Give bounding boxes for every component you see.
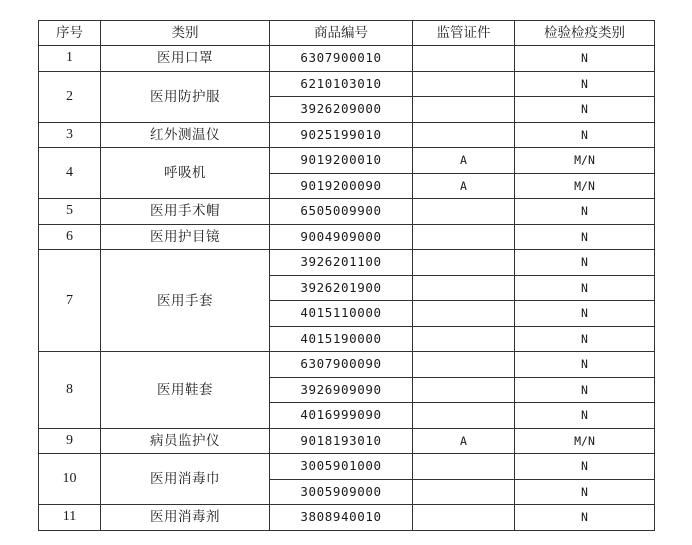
table-row [39, 46, 655, 72]
cert-cell [413, 224, 515, 250]
table-header [39, 21, 655, 46]
table-row [39, 122, 655, 148]
cert-cell [413, 301, 515, 327]
seq-cell: 7 [39, 250, 101, 352]
category-cell: 病员监护仪 [101, 428, 270, 454]
table-row [39, 199, 655, 225]
inspection-cell: N [515, 250, 655, 276]
header-row [39, 21, 655, 46]
code-cell: 3005901000 [270, 454, 413, 480]
code-cell: 4015110000 [270, 301, 413, 327]
inspection-cell: N [515, 97, 655, 123]
code-cell: 9025199010 [270, 122, 413, 148]
category-cell: 医用鞋套 [101, 352, 270, 429]
cert-cell [413, 352, 515, 378]
cert-cell [413, 122, 515, 148]
cert-cell [413, 326, 515, 352]
table-row [39, 148, 655, 174]
header-inspection: 检验检疫类别 [515, 21, 655, 46]
inspection-cell: N [515, 224, 655, 250]
cert-cell [413, 46, 515, 72]
cert-cell [413, 505, 515, 531]
category-cell: 医用手术帽 [101, 199, 270, 225]
inspection-cell: N [515, 454, 655, 480]
table-row [39, 71, 655, 97]
header-category: 类别 [101, 21, 270, 46]
goods-table-container [38, 20, 654, 531]
code-cell: 9018193010 [270, 428, 413, 454]
code-cell: 3926201900 [270, 275, 413, 301]
seq-cell: 4 [39, 148, 101, 199]
category-cell: 医用消毒剂 [101, 505, 270, 531]
seq-cell: 11 [39, 505, 101, 531]
category-cell: 红外测温仪 [101, 122, 270, 148]
code-cell: 3926909090 [270, 377, 413, 403]
inspection-cell: M/N [515, 148, 655, 174]
category-cell: 医用手套 [101, 250, 270, 352]
cert-cell [413, 479, 515, 505]
seq-cell: 8 [39, 352, 101, 429]
table-body [39, 46, 655, 531]
seq-cell: 3 [39, 122, 101, 148]
inspection-cell: M/N [515, 173, 655, 199]
seq-cell: 5 [39, 199, 101, 225]
code-cell: 9019200090 [270, 173, 413, 199]
inspection-cell: M/N [515, 428, 655, 454]
category-cell: 医用护目镜 [101, 224, 270, 250]
code-cell: 6210103010 [270, 71, 413, 97]
inspection-cell: N [515, 326, 655, 352]
seq-cell: 1 [39, 46, 101, 72]
seq-cell: 10 [39, 454, 101, 505]
cert-cell [413, 97, 515, 123]
category-cell: 呼吸机 [101, 148, 270, 199]
seq-cell: 6 [39, 224, 101, 250]
cert-cell [413, 199, 515, 225]
inspection-cell: N [515, 122, 655, 148]
table-row [39, 505, 655, 531]
seq-cell: 9 [39, 428, 101, 454]
cert-cell [413, 377, 515, 403]
cert-cell [413, 403, 515, 429]
table-row [39, 428, 655, 454]
category-cell: 医用消毒巾 [101, 454, 270, 505]
goods-table [38, 20, 655, 531]
inspection-cell: N [515, 46, 655, 72]
table-row [39, 250, 655, 276]
cert-cell [413, 454, 515, 480]
code-cell: 6307900010 [270, 46, 413, 72]
inspection-cell: N [515, 505, 655, 531]
cert-cell [413, 275, 515, 301]
cert-cell: A [413, 148, 515, 174]
inspection-cell: N [515, 377, 655, 403]
header-code: 商品编号 [270, 21, 413, 46]
table-row [39, 224, 655, 250]
code-cell: 4015190000 [270, 326, 413, 352]
code-cell: 3926201100 [270, 250, 413, 276]
code-cell: 3926209000 [270, 97, 413, 123]
seq-cell: 2 [39, 71, 101, 122]
inspection-cell: N [515, 403, 655, 429]
category-cell: 医用口罩 [101, 46, 270, 72]
table-row [39, 352, 655, 378]
cert-cell [413, 71, 515, 97]
category-cell: 医用防护服 [101, 71, 270, 122]
inspection-cell: N [515, 199, 655, 225]
table-row [39, 454, 655, 480]
inspection-cell: N [515, 352, 655, 378]
code-cell: 4016999090 [270, 403, 413, 429]
code-cell: 9004909000 [270, 224, 413, 250]
code-cell: 6505009900 [270, 199, 413, 225]
inspection-cell: N [515, 275, 655, 301]
header-seq: 序号 [39, 21, 101, 46]
inspection-cell: N [515, 479, 655, 505]
inspection-cell: N [515, 71, 655, 97]
code-cell: 3808940010 [270, 505, 413, 531]
code-cell: 3005909000 [270, 479, 413, 505]
cert-cell: A [413, 173, 515, 199]
inspection-cell: N [515, 301, 655, 327]
cert-cell: A [413, 428, 515, 454]
code-cell: 6307900090 [270, 352, 413, 378]
code-cell: 9019200010 [270, 148, 413, 174]
cert-cell [413, 250, 515, 276]
header-cert: 监管证件 [413, 21, 515, 46]
